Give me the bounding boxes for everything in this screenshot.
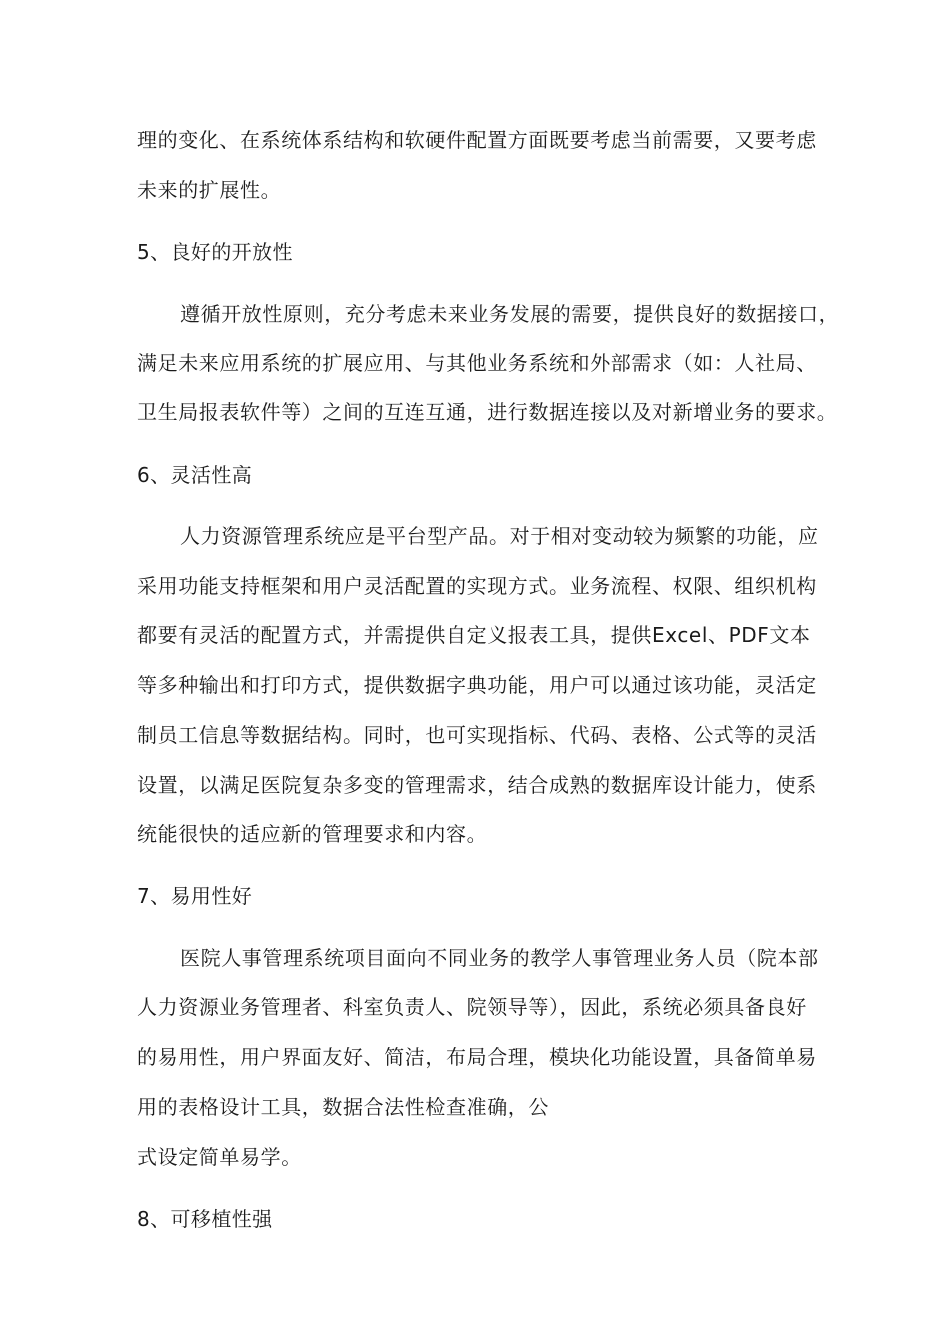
paragraph-line: 人力资源管理系统应是平台型产品。对于相对变动较为频繁的功能，应 [180, 524, 819, 548]
paragraph-line: 设置，以满足医院复杂多变的管理需求，结合成熟的数据库设计能力，使系 [137, 773, 817, 797]
paragraph-line: 制员工信息等数据结构。同时，也可实现指标、代码、表格、公式等的灵活 [137, 723, 817, 747]
paragraph-line: 采用功能支持框架和用户灵活配置的实现方式。业务流程、权限、组织机构 [137, 574, 817, 598]
section-heading-portability: 8、可移植性强 [137, 1207, 273, 1231]
paragraph-line: 的易用性，用户界面友好、简洁，布局合理，模块化功能设置，具备简单易 [137, 1045, 817, 1069]
paragraph-line: 理的变化、在系统体系结构和软硬件配置方面既要考虑当前需要，又要考虑 [137, 128, 817, 152]
paragraph-line: 满足未来应用系统的扩展应用、与其他业务系统和外部需求（如：人社局、 [137, 351, 817, 375]
paragraph-line: 式设定简单易学。 [137, 1145, 302, 1169]
paragraph-line: 医院人事管理系统项目面向不同业务的教学人事管理业务人员（院本部 [180, 946, 819, 970]
paragraph-line: 卫生局报表软件等）之间的互连互通，进行数据连接以及对新增业务的要求。 [137, 400, 838, 424]
paragraph-line: 用的表格设计工具，数据合法性检查准确，公 [137, 1095, 549, 1119]
paragraph-line: 未来的扩展性。 [137, 178, 282, 202]
paragraph-line: 遵循开放性原则，充分考虑未来业务发展的需要，提供良好的数据接口， [180, 302, 840, 326]
section-heading-usability: 7、易用性好 [137, 884, 253, 908]
section-heading-flexibility: 6、灵活性高 [137, 463, 253, 487]
paragraph-line: 统能很快的适应新的管理要求和内容。 [137, 822, 488, 846]
paragraph-line: 等多种输出和打印方式，提供数据字典功能，用户可以通过该功能，灵活定 [137, 673, 817, 697]
paragraph-line: 人力资源业务管理者、科室负责人、院领导等），因此，系统必须具备良好 [137, 995, 807, 1019]
section-heading-openness: 5、良好的开放性 [137, 240, 293, 264]
paragraph-line: 都要有灵活的配置方式，并需提供自定义报表工具，提供Excel、PDF文本 [137, 623, 811, 647]
